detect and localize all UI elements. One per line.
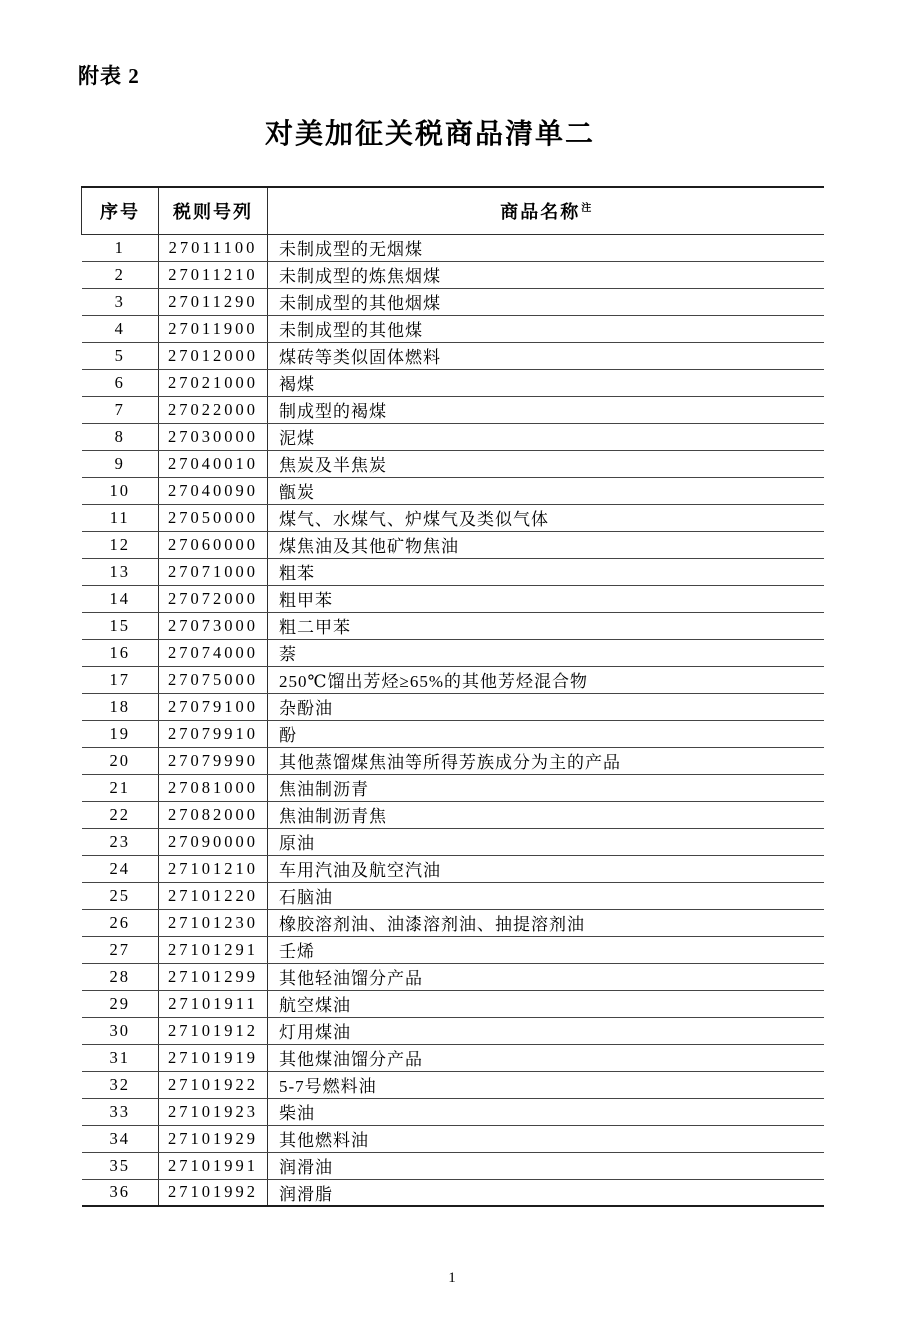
table-row [82, 774, 824, 801]
product-name-cell: 其他燃料油 [268, 1125, 824, 1152]
row-number-cell: 6 [82, 369, 159, 396]
tariff-table [81, 186, 824, 1207]
page-number: 1 [448, 1270, 456, 1286]
table-row [82, 963, 824, 990]
product-name-cell: 原油 [268, 828, 824, 855]
tariff-code-cell: 27101299 [159, 963, 268, 990]
table-row [82, 720, 824, 747]
tariff-code-cell: 27101919 [159, 1044, 268, 1071]
row-number-cell: 7 [82, 396, 159, 423]
table-row [82, 693, 824, 720]
appendix-label: 附表 2 [78, 64, 140, 88]
row-number-cell: 32 [82, 1071, 159, 1098]
product-name-cell: 粗甲苯 [268, 585, 824, 612]
column-header-name-label: 商品名称 [500, 201, 581, 222]
table-row [82, 1071, 824, 1098]
tariff-code-cell: 27040090 [159, 477, 268, 504]
product-name-cell: 壬烯 [268, 936, 824, 963]
table-row [82, 909, 824, 936]
product-name-cell: 粗二甲苯 [268, 612, 824, 639]
product-name-cell: 未制成型的其他烟煤 [268, 288, 824, 315]
tariff-code-cell: 27071000 [159, 558, 268, 585]
tariff-code-cell: 27101291 [159, 936, 268, 963]
page-title: 对美加征关税商品清单二 [264, 119, 595, 150]
table-row [82, 990, 824, 1017]
product-name-cell: 萘 [268, 639, 824, 666]
row-number-cell: 15 [82, 612, 159, 639]
product-name-cell: 酚 [268, 720, 824, 747]
row-number-cell: 2 [82, 261, 159, 288]
table-row [82, 585, 824, 612]
table-row [82, 936, 824, 963]
tariff-code-cell: 27011100 [159, 234, 268, 261]
table-row [82, 801, 824, 828]
product-name-cell: 灯用煤油 [268, 1017, 824, 1044]
product-name-cell: 焦油制沥青焦 [268, 801, 824, 828]
tariff-code-cell: 27090000 [159, 828, 268, 855]
row-number-cell: 13 [82, 558, 159, 585]
tariff-code-cell: 27081000 [159, 774, 268, 801]
row-number-cell: 27 [82, 936, 159, 963]
product-name-cell: 其他轻油馏分产品 [268, 963, 824, 990]
product-name-cell: 粗苯 [268, 558, 824, 585]
table-row [82, 612, 824, 639]
table-row [82, 504, 824, 531]
row-number-cell: 36 [82, 1179, 159, 1206]
product-name-cell: 煤气、水煤气、炉煤气及类似气体 [268, 504, 824, 531]
note-marker: 注 [581, 202, 592, 214]
product-name-cell: 煤焦油及其他矿物焦油 [268, 531, 824, 558]
tariff-code-cell: 27011900 [159, 315, 268, 342]
row-number-cell: 28 [82, 963, 159, 990]
row-number-cell: 31 [82, 1044, 159, 1071]
table-row [82, 1044, 824, 1071]
tariff-code-cell: 27011290 [159, 288, 268, 315]
row-number-cell: 30 [82, 1017, 159, 1044]
row-number-cell: 24 [82, 855, 159, 882]
tariff-code-cell: 27101923 [159, 1098, 268, 1125]
table-row [82, 666, 824, 693]
product-name-cell: 其他煤油馏分产品 [268, 1044, 824, 1071]
row-number-cell: 33 [82, 1098, 159, 1125]
table-row [82, 396, 824, 423]
table-row [82, 531, 824, 558]
table-row [82, 558, 824, 585]
table-row [82, 342, 824, 369]
table-row [82, 1098, 824, 1125]
table-row [82, 882, 824, 909]
product-name-cell: 橡胶溶剂油、油漆溶剂油、抽提溶剂油 [268, 909, 824, 936]
product-name-cell: 焦油制沥青 [268, 774, 824, 801]
tariff-code-cell: 27079990 [159, 747, 268, 774]
table-row [82, 450, 824, 477]
row-number-cell: 23 [82, 828, 159, 855]
product-name-cell: 杂酚油 [268, 693, 824, 720]
column-header-no: 序号 [82, 187, 159, 234]
tariff-code-cell: 27073000 [159, 612, 268, 639]
tariff-code-cell: 27079100 [159, 693, 268, 720]
product-name-cell: 润滑油 [268, 1152, 824, 1179]
row-number-cell: 25 [82, 882, 159, 909]
table-row [82, 234, 824, 261]
table-header-row [82, 187, 824, 234]
tariff-code-cell: 27082000 [159, 801, 268, 828]
row-number-cell: 9 [82, 450, 159, 477]
product-name-cell: 焦炭及半焦炭 [268, 450, 824, 477]
row-number-cell: 16 [82, 639, 159, 666]
column-header-name [268, 187, 824, 234]
tariff-code-cell: 27101922 [159, 1071, 268, 1098]
table-row [82, 369, 824, 396]
row-number-cell: 10 [82, 477, 159, 504]
tariff-code-cell: 27040010 [159, 450, 268, 477]
row-number-cell: 4 [82, 315, 159, 342]
product-name-cell: 泥煤 [268, 423, 824, 450]
tariff-code-cell: 27030000 [159, 423, 268, 450]
row-number-cell: 29 [82, 990, 159, 1017]
table-row [82, 1125, 824, 1152]
row-number-cell: 17 [82, 666, 159, 693]
table-row [82, 639, 824, 666]
product-name-cell: 未制成型的炼焦烟煤 [268, 261, 824, 288]
row-number-cell: 22 [82, 801, 159, 828]
tariff-code-cell: 27012000 [159, 342, 268, 369]
tariff-code-cell: 27021000 [159, 369, 268, 396]
row-number-cell: 8 [82, 423, 159, 450]
row-number-cell: 1 [82, 234, 159, 261]
tariff-code-cell: 27101210 [159, 855, 268, 882]
table-row [82, 288, 824, 315]
row-number-cell: 12 [82, 531, 159, 558]
tariff-code-cell: 27079910 [159, 720, 268, 747]
product-name-cell: 石脑油 [268, 882, 824, 909]
product-name-cell: 甑炭 [268, 477, 824, 504]
row-number-cell: 11 [82, 504, 159, 531]
table-header [82, 187, 824, 234]
tariff-code-cell: 27011210 [159, 261, 268, 288]
tariff-code-cell: 27101220 [159, 882, 268, 909]
row-number-cell: 19 [82, 720, 159, 747]
product-name-cell: 250℃馏出芳烃≥65%的其他芳烃混合物 [268, 666, 824, 693]
product-name-cell: 未制成型的其他煤 [268, 315, 824, 342]
table-row [82, 477, 824, 504]
product-name-cell: 润滑脂 [268, 1179, 824, 1206]
row-number-cell: 3 [82, 288, 159, 315]
tariff-code-cell: 27060000 [159, 531, 268, 558]
table-row [82, 423, 824, 450]
table-row [82, 1017, 824, 1044]
row-number-cell: 14 [82, 585, 159, 612]
row-number-cell: 20 [82, 747, 159, 774]
column-header-code: 税则号列 [159, 187, 268, 234]
product-name-cell: 制成型的褐煤 [268, 396, 824, 423]
table-row [82, 828, 824, 855]
tariff-code-cell: 27022000 [159, 396, 268, 423]
product-name-cell: 航空煤油 [268, 990, 824, 1017]
tariff-code-cell: 27101912 [159, 1017, 268, 1044]
tariff-code-cell: 27072000 [159, 585, 268, 612]
tariff-code-cell: 27101991 [159, 1152, 268, 1179]
tariff-code-cell: 27101929 [159, 1125, 268, 1152]
product-name-cell: 车用汽油及航空汽油 [268, 855, 824, 882]
product-name-cell: 褐煤 [268, 369, 824, 396]
tariff-code-cell: 27075000 [159, 666, 268, 693]
row-number-cell: 5 [82, 342, 159, 369]
product-name-cell: 其他蒸馏煤焦油等所得芳族成分为主的产品 [268, 747, 824, 774]
tariff-code-cell: 27050000 [159, 504, 268, 531]
table-row [82, 261, 824, 288]
tariff-code-cell: 27101911 [159, 990, 268, 1017]
row-number-cell: 18 [82, 693, 159, 720]
table-row [82, 1152, 824, 1179]
tariff-code-cell: 27074000 [159, 639, 268, 666]
table-row [82, 855, 824, 882]
row-number-cell: 35 [82, 1152, 159, 1179]
row-number-cell: 26 [82, 909, 159, 936]
row-number-cell: 34 [82, 1125, 159, 1152]
table-row [82, 747, 824, 774]
table-row [82, 315, 824, 342]
product-name-cell: 未制成型的无烟煤 [268, 234, 824, 261]
tariff-code-cell: 27101230 [159, 909, 268, 936]
product-name-cell: 煤砖等类似固体燃料 [268, 342, 824, 369]
tariff-code-cell: 27101992 [159, 1179, 268, 1206]
product-name-cell: 5-7号燃料油 [268, 1071, 824, 1098]
table-body [82, 234, 824, 1206]
row-number-cell: 21 [82, 774, 159, 801]
product-name-cell: 柴油 [268, 1098, 824, 1125]
table-row [82, 1179, 824, 1206]
